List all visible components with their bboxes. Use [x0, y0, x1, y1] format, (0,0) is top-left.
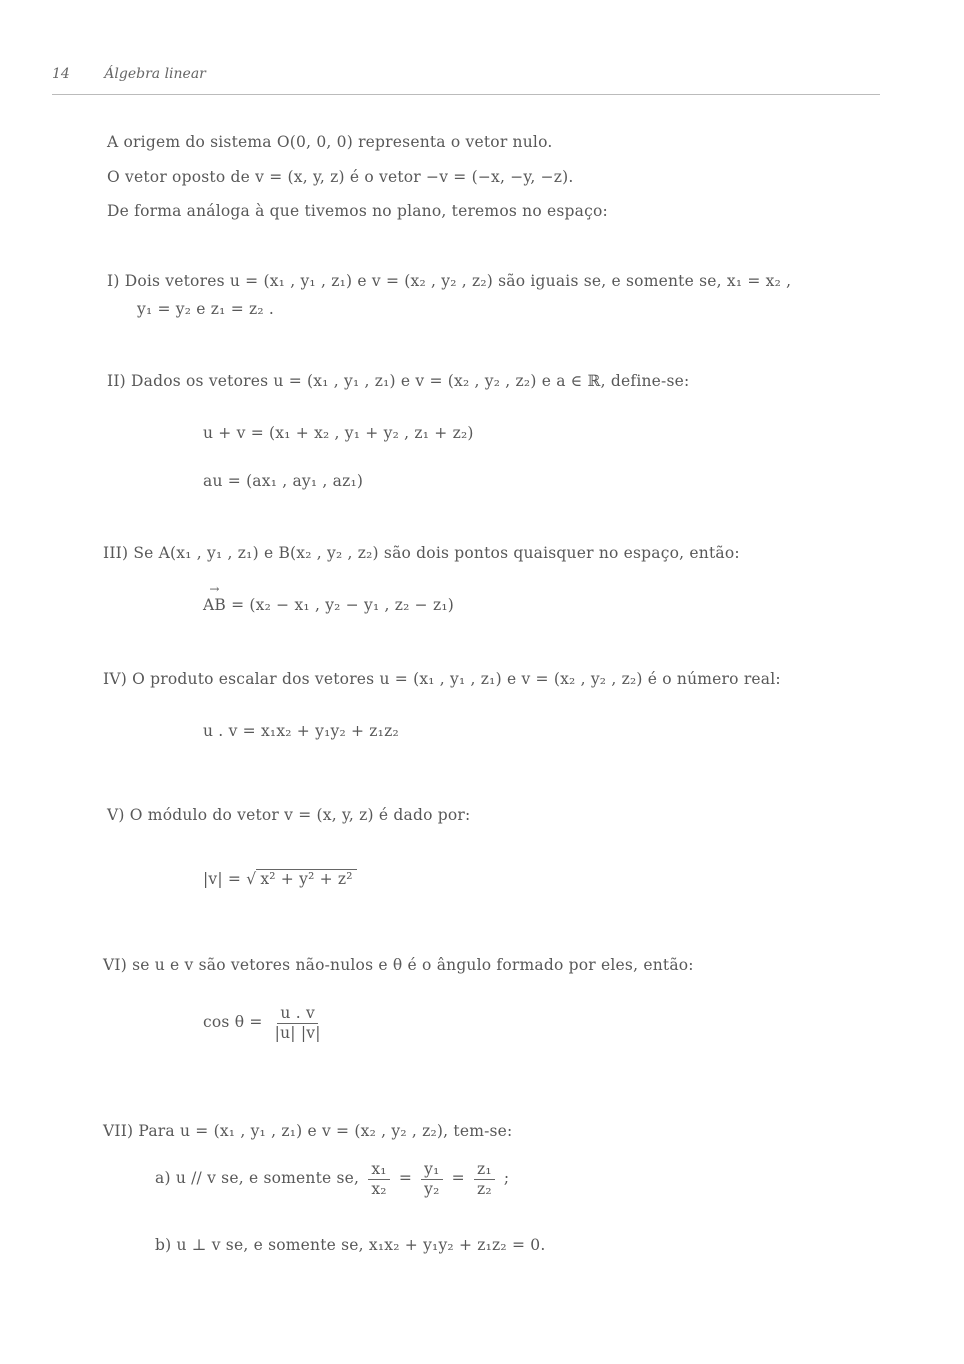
item-vii-a-text: a) u // v se, e somente se, [155, 1169, 360, 1188]
modulus-left: |v| = [203, 870, 247, 888]
item-ii-eq-1: u + v = (x₁ + x₂ , y₁ + y₂ , z₁ + z₂) [203, 424, 474, 442]
header-rule [52, 94, 880, 95]
fraction-y-num: y₁ [421, 1160, 442, 1180]
semicolon: ; [503, 1169, 510, 1188]
vector-ab: → AB [203, 596, 226, 614]
item-ii-line-1: II) Dados os vetores u = (x₁ , y₁ , z₁) e v = (x₂ , y₂ , z₂) e a ∈ ℝ, define-se: [107, 372, 690, 390]
item-vi-eq [203, 1004, 328, 1042]
item-iv-eq: u . v = x₁x₂ + y₁y₂ + z₁z₂ [203, 722, 399, 740]
cos-fraction [272, 1004, 324, 1042]
item-iv-line-1: IV) O produto escalar dos vetores u = (x₁ , y₁ , z₁) e v = (x₂ , y₂ , z₂) é o número real: [103, 670, 781, 688]
square-root: √ x² + y² + z² [246, 870, 356, 888]
item-iii-eq-rest: = (x₂ − x₁ , y₂ − y₁ , z₂ − z₁) [225, 596, 455, 614]
cos-label: cos θ = [203, 1013, 268, 1032]
radicand: x² + y² + z² [256, 869, 356, 888]
item-i-line-1: I) Dois vetores u = (x₁ , y₁ , z₁) e v = (x₂ , y₂ , z₂) são iguais se, e somente se, x₁ = x₂ , [107, 272, 792, 290]
item-v-eq [203, 870, 357, 888]
fraction-y [421, 1160, 442, 1198]
fraction-x-num: x₁ [368, 1160, 389, 1180]
intro-line-1: A origem do sistema O(0, 0, 0) representa o vetor nulo. [107, 133, 553, 151]
fraction-z-num: z₁ [474, 1160, 495, 1180]
item-i-line-2: y₁ = y₂ e z₁ = z₂ . [137, 300, 275, 318]
cos-numerator: u . v [277, 1004, 318, 1024]
fraction-x-den: x₂ [371, 1179, 387, 1198]
item-vii-a [155, 1160, 509, 1198]
fraction-x [368, 1160, 389, 1198]
fraction-z [474, 1160, 495, 1198]
item-vi-line-1: VI) se u e v são vetores não-nulos e θ é o ângulo formado por eles, então: [103, 956, 694, 974]
item-vii-line-1: VII) Para u = (x₁ , y₁ , z₁) e v = (x₂ , y₂ , z₂), tem-se: [103, 1122, 513, 1140]
item-v-line-1: V) O módulo do vetor v = (x, y, z) é dado por: [107, 806, 471, 824]
cos-denominator: |u| |v| [274, 1023, 321, 1042]
fraction-z-den: z₂ [477, 1179, 492, 1198]
page-number: 14 [52, 66, 70, 82]
item-iii-eq [203, 596, 454, 614]
page-header [52, 66, 206, 82]
book-title: Álgebra linear [104, 66, 206, 82]
intro-line-2: O vetor oposto de v = (x, y, z) é o vetor −v = (−x, −y, −z). [107, 168, 574, 186]
fraction-y-den: y₂ [424, 1179, 440, 1198]
equals-2: = [451, 1169, 465, 1188]
item-vii-b: b) u ⊥ v se, e somente se, x₁x₂ + y₁y₂ + z₁z₂ = 0. [155, 1236, 546, 1254]
equals-1: = [398, 1169, 413, 1188]
item-iii-line-1: III) Se A(x₁ , y₁ , z₁) e B(x₂ , y₂ , z₂) são dois pontos quaisquer no espaço, então: [103, 544, 740, 562]
item-ii-eq-2: au = (ax₁ , ay₁ , az₁) [203, 472, 364, 490]
intro-line-3: De forma análoga à que tivemos no plano, teremos no espaço: [107, 202, 608, 220]
